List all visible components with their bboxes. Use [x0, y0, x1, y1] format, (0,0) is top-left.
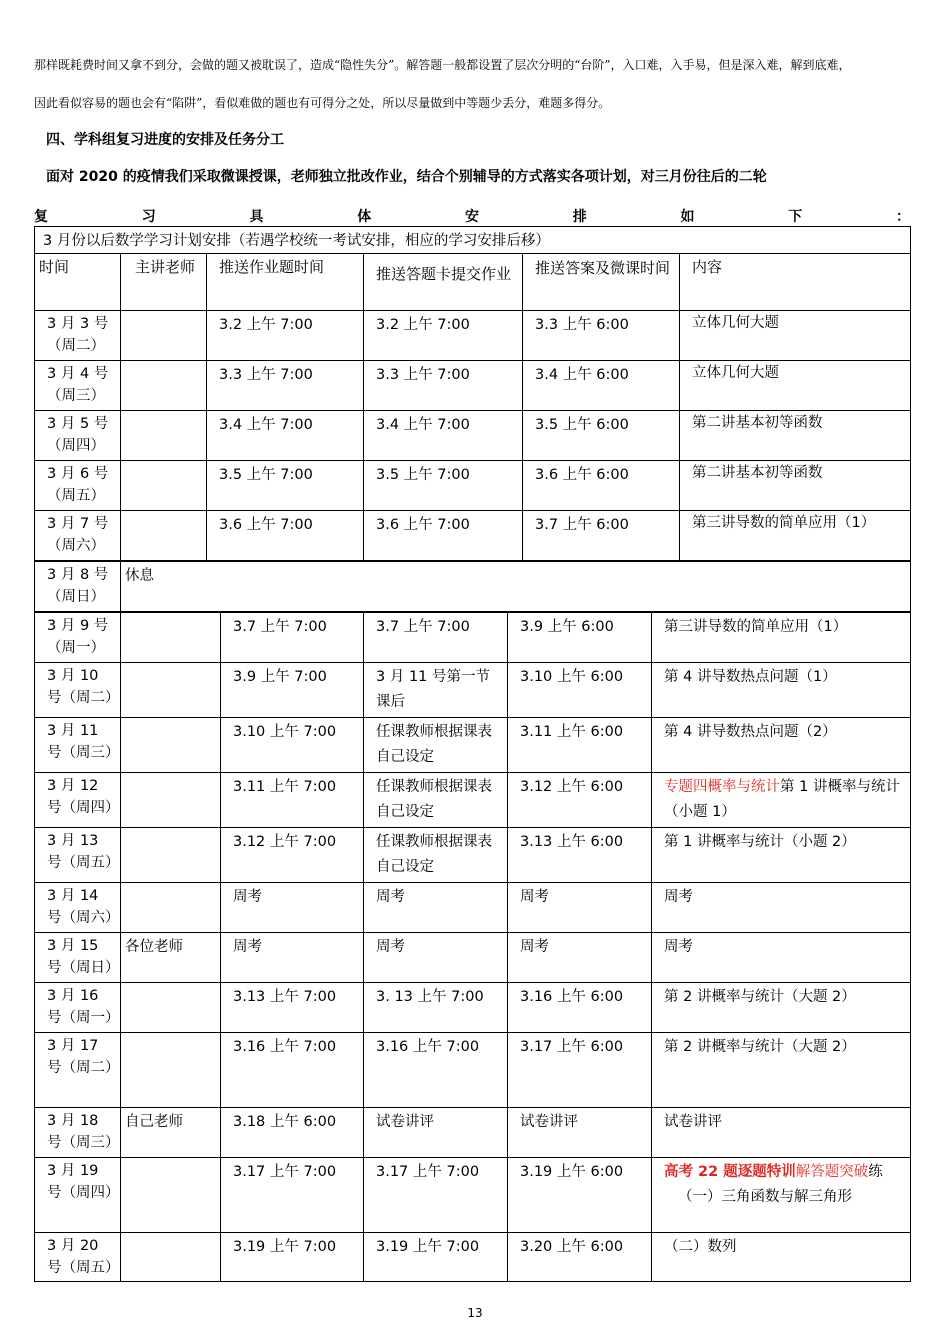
table-row [35, 828, 911, 883]
row-date: 3 月 9 号（周一） [35, 613, 121, 663]
content-text: 练 [868, 1164, 883, 1180]
content-text: 试卷讲评 [664, 1114, 722, 1130]
row-teacher: 各位老师 [121, 933, 221, 983]
spread-char: 安 [465, 209, 479, 225]
header-teacher: 主讲老师 [121, 254, 207, 311]
row-content [652, 613, 911, 663]
row-content [652, 828, 911, 883]
row-answers-time: 3.10 上午 6:00 [508, 663, 652, 718]
content-text: 周考 [664, 939, 693, 955]
row-homework-time: 3.18 上午 6:00 [221, 1108, 364, 1158]
row-date: 3 月 10 号（周二） [35, 663, 121, 718]
content-topic-red-2: 解答题突破 [795, 1164, 869, 1180]
content-text: 第 2 讲概率与统计（大题 2） [664, 1039, 856, 1055]
row-content [652, 718, 911, 773]
row-homework-time: 3.10 上午 7:00 [221, 718, 364, 773]
table-row [35, 983, 911, 1033]
row-teacher [121, 663, 221, 718]
row-homework-time: 3.5 上午 7:00 [207, 461, 364, 511]
row-date: 3 月 6 号（周五） [35, 461, 121, 511]
row-answers-time: 3.6 上午 6:00 [523, 461, 680, 511]
row-answers-time: 3.7 上午 6:00 [523, 511, 680, 561]
row-answers-time: 试卷讲评 [508, 1108, 652, 1158]
table-row [35, 663, 911, 718]
schedule-table-b [34, 612, 911, 1282]
table-caption: 3 月份以后数学学习计划安排（若遇学校统一考试安排，相应的学习安排后移） [35, 227, 911, 254]
spread-char: 具 [249, 209, 264, 225]
row-teacher [121, 883, 221, 933]
row-answer-sheet-time: 3.3 上午 7:00 [364, 361, 523, 411]
spread-char: 体 [357, 209, 372, 225]
table-row [35, 411, 911, 461]
row-answers-time: 3.20 上午 6:00 [508, 1233, 652, 1282]
row-date: 3 月 11 号（周三） [35, 718, 121, 773]
row-date: 3 月 16 号（周一） [35, 983, 121, 1033]
schedule-table-a [34, 226, 911, 561]
page-number: 13 [467, 1306, 483, 1320]
row-content: 第二讲基本初等函数 [680, 411, 911, 461]
row-homework-time: 3.12 上午 7:00 [221, 828, 364, 883]
row-date: 3 月 14 号（周六） [35, 883, 121, 933]
rest-text: 休息 [121, 562, 911, 612]
intro-line-2: 因此看似容易的题也会有“陷阱”，看似难做的题也有可得分之处，所以尽量做到中等题少丢分，难题多得分。 [34, 96, 611, 110]
row-date: 3 月 17 号（周二） [35, 1033, 121, 1108]
row-content [652, 1033, 911, 1108]
row-answers-time: 周考 [508, 883, 652, 933]
table-row [35, 461, 911, 511]
row-content [652, 1108, 911, 1158]
row-homework-time: 3.17 上午 7:00 [221, 1158, 364, 1233]
intro-line-1: 那样既耗费时间又拿不到分，会做的题又被耽误了，造成“隐性失分”。解答题一般都设置了层次分明的“台阶”，入口难，入手易，但是深入难，解到底难， [34, 58, 851, 72]
row-answer-sheet-time: 3.19 上午 7:00 [364, 1233, 508, 1282]
row-answer-sheet-time: 3.5 上午 7:00 [364, 461, 523, 511]
table-row [35, 1033, 911, 1108]
row-date: 3 月 15 号（周日） [35, 933, 121, 983]
row-answers-time: 3.11 上午 6:00 [508, 718, 652, 773]
row-homework-time: 3.19 上午 7:00 [221, 1233, 364, 1282]
row-date: 3 月 19 号（周四） [35, 1158, 121, 1233]
table-row [35, 1108, 911, 1158]
row-homework-time: 3.4 上午 7:00 [207, 411, 364, 461]
spread-line [34, 206, 910, 226]
content-text: 第 1 讲概率与统计（小题 2） [664, 834, 856, 850]
row-content [652, 773, 911, 828]
header-push-homework: 推送作业题时间 [207, 254, 364, 311]
content-text: 第 2 讲概率与统计（大题 2） [664, 989, 856, 1005]
row-date: 3 月 7 号（周六） [35, 511, 121, 561]
table-row [35, 511, 911, 561]
row-answer-sheet-time: 任课教师根据课表自己设定 [364, 773, 508, 828]
row-answer-sheet-time: 3. 13 上午 7:00 [364, 983, 508, 1033]
row-homework-time: 3.3 上午 7:00 [207, 361, 364, 411]
content-topic-red: 专题四概率与统计 [664, 779, 780, 795]
row-answer-sheet-time: 3 月 11 号第一节课后 [364, 663, 508, 718]
row-teacher [121, 983, 221, 1033]
row-teacher [121, 411, 207, 461]
row-date: 3 月 4 号（周三） [35, 361, 121, 411]
row-answer-sheet-time: 3.4 上午 7:00 [364, 411, 523, 461]
row-content [652, 933, 911, 983]
row-answer-sheet-time: 任课教师根据课表自己设定 [364, 718, 508, 773]
schedule-table-rest [34, 561, 911, 612]
row-teacher [121, 311, 207, 361]
row-teacher [121, 773, 221, 828]
row-teacher [121, 461, 207, 511]
row-teacher [121, 1233, 221, 1282]
row-answers-time: 周考 [508, 933, 652, 983]
row-date: 3 月 5 号（周四） [35, 411, 121, 461]
content-subtext: （一）三角函数与解三角形 [678, 1189, 852, 1205]
row-homework-time: 3.16 上午 7:00 [221, 1033, 364, 1108]
header-push-answers: 推送答案及微课时间 [523, 254, 680, 311]
table-row [35, 773, 911, 828]
row-date: 3 月 20 号（周五） [35, 1233, 121, 1282]
spread-char: 习 [141, 209, 156, 225]
row-date: 3 月 13 号（周五） [35, 828, 121, 883]
table-row [35, 361, 911, 411]
spread-char: ： [896, 209, 910, 225]
row-date: 3 月 12 号（周四） [35, 773, 121, 828]
row-answers-time: 3.9 上午 6:00 [508, 613, 652, 663]
row-homework-time: 周考 [221, 933, 364, 983]
row-answer-sheet-time: 3.7 上午 7:00 [364, 613, 508, 663]
row-teacher [121, 613, 221, 663]
row-answer-sheet-time: 周考 [364, 933, 508, 983]
row-teacher [121, 828, 221, 883]
row-content [652, 1233, 911, 1282]
row-answer-sheet-time: 3.17 上午 7:00 [364, 1158, 508, 1233]
row-content [652, 983, 911, 1033]
row-content: 第三讲导数的简单应用（1） [680, 511, 911, 561]
row-answers-time: 3.5 上午 6:00 [523, 411, 680, 461]
row-homework-time: 3.6 上午 7:00 [207, 511, 364, 561]
section-heading: 四、学科组复习进度的安排及任务分工 [46, 132, 284, 148]
row-teacher [121, 511, 207, 561]
row-teacher [121, 1033, 221, 1108]
row-content: 第二讲基本初等函数 [680, 461, 911, 511]
content-text: 第三讲导数的简单应用（1） [664, 619, 848, 635]
row-homework-time: 3.11 上午 7:00 [221, 773, 364, 828]
row-homework-time: 周考 [221, 883, 364, 933]
row-content: 立体几何大题 [680, 311, 911, 361]
row-homework-time: 3.7 上午 7:00 [221, 613, 364, 663]
content-text: 第 4 讲导数热点问题（1） [664, 669, 837, 685]
content-text: （二）数列 [664, 1239, 737, 1255]
row-homework-time: 3.2 上午 7:00 [207, 311, 364, 361]
row-answer-sheet-time: 3.16 上午 7:00 [364, 1033, 508, 1108]
header-push-answer-sheet: 推送答题卡提交作业 [364, 254, 523, 311]
row-date: 3 月 18 号（周三） [35, 1108, 121, 1158]
row-answers-time: 3.3 上午 6:00 [523, 311, 680, 361]
spread-char: 下 [788, 209, 803, 225]
content-text: 第 1 讲概率与统计（小题 1） [664, 779, 900, 820]
row-date: 3 月 3 号（周二） [35, 311, 121, 361]
content-text: 第 4 讲导数热点问题（2） [664, 724, 837, 740]
row-content [652, 1158, 911, 1233]
row-teacher [121, 1158, 221, 1233]
row-content [652, 883, 911, 933]
header-content: 内容 [680, 254, 911, 311]
schedule-table-wrapper [34, 226, 910, 1282]
table-row [35, 1233, 911, 1282]
table-row [35, 883, 911, 933]
row-answer-sheet-time: 周考 [364, 883, 508, 933]
table-row [35, 613, 911, 663]
table-row [35, 1158, 911, 1233]
row-answers-time: 3.19 上午 6:00 [508, 1158, 652, 1233]
row-teacher [121, 718, 221, 773]
table-row [35, 311, 911, 361]
row-teacher [121, 361, 207, 411]
row-answers-time: 3.4 上午 6:00 [523, 361, 680, 411]
row-answer-sheet-time: 任课教师根据课表自己设定 [364, 828, 508, 883]
row-content: 立体几何大题 [680, 361, 911, 411]
row-answers-time: 3.12 上午 6:00 [508, 773, 652, 828]
intro-paragraph: 面对 2020 的疫情我们采取微课授课，老师独立批改作业，结合个别辅导的方式落实各项计划，对三月份往后的二轮 [46, 169, 767, 185]
row-answers-time: 3.17 上午 6:00 [508, 1033, 652, 1108]
row-answer-sheet-time: 3.2 上午 7:00 [364, 311, 523, 361]
spread-char: 排 [572, 209, 587, 225]
content-text: 周考 [664, 889, 693, 905]
row-homework-time: 3.13 上午 7:00 [221, 983, 364, 1033]
spread-char: 如 [680, 209, 695, 225]
table-row [35, 718, 911, 773]
row-answers-time: 3.13 上午 6:00 [508, 828, 652, 883]
row-teacher: 自己老师 [121, 1108, 221, 1158]
table-row [35, 933, 911, 983]
row-content [652, 663, 911, 718]
row-answer-sheet-time: 3.6 上午 7:00 [364, 511, 523, 561]
row-homework-time: 3.9 上午 7:00 [221, 663, 364, 718]
rest-date: 3 月 8 号（周日） [35, 562, 121, 612]
row-answers-time: 3.16 上午 6:00 [508, 983, 652, 1033]
row-answer-sheet-time: 试卷讲评 [364, 1108, 508, 1158]
spread-char: 复 [34, 209, 48, 225]
content-topic-bold-red: 高考 22 题逐题特训 [664, 1164, 796, 1180]
header-time: 时间 [35, 254, 121, 311]
